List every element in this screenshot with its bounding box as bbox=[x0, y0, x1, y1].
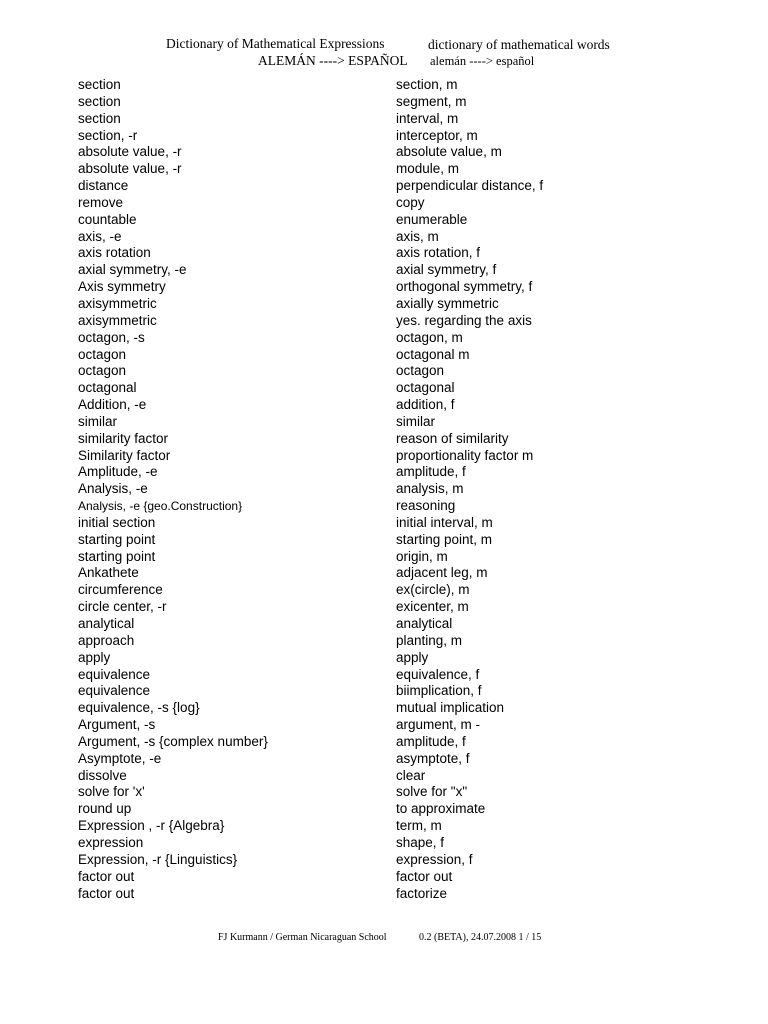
spanish-term: yes. regarding the axis bbox=[396, 312, 532, 328]
dictionary-row bbox=[0, 481, 768, 498]
dictionary-row bbox=[0, 599, 768, 616]
german-term: factor out bbox=[78, 868, 135, 884]
dictionary-row bbox=[0, 650, 768, 667]
dictionary-row bbox=[0, 313, 768, 330]
german-term: Amplitude, -e bbox=[78, 464, 158, 480]
spanish-term: axially symmetric bbox=[396, 295, 499, 311]
dictionary-row bbox=[0, 852, 768, 869]
dictionary-row bbox=[0, 448, 768, 465]
dictionary-row bbox=[0, 363, 768, 380]
german-term: equivalence bbox=[78, 666, 151, 682]
dictionary-row bbox=[0, 515, 768, 532]
spanish-term: interceptor, m bbox=[396, 127, 478, 143]
spanish-term: reason of similarity bbox=[396, 430, 509, 446]
german-term: Axis symmetry bbox=[78, 279, 166, 295]
spanish-term: copy bbox=[396, 194, 425, 210]
spanish-term: analytical bbox=[396, 616, 453, 631]
dictionary-row bbox=[0, 279, 768, 296]
dictionary-row bbox=[0, 784, 768, 801]
dictionary-row bbox=[0, 380, 768, 397]
spanish-term: axis rotation, f bbox=[396, 245, 481, 261]
dictionary-row bbox=[0, 633, 768, 650]
dictionary-row bbox=[0, 414, 768, 431]
spanish-term: segment, m bbox=[396, 93, 467, 109]
german-term: octagonal bbox=[78, 380, 137, 396]
header-title-right: dictionary of mathematical words bbox=[428, 37, 610, 52]
german-term: countable bbox=[78, 211, 137, 227]
spanish-term: proportionality factor m bbox=[396, 447, 534, 463]
header-title-left: Dictionary of Mathematical Expressions bbox=[166, 36, 385, 51]
german-term: absolute value, -r bbox=[78, 161, 182, 177]
spanish-term: exicenter, m bbox=[396, 599, 469, 615]
spanish-term: adjacent leg, m bbox=[396, 565, 488, 581]
german-term: similarity factor bbox=[78, 430, 169, 446]
spanish-term: biimplication, f bbox=[396, 683, 482, 699]
german-term: axisymmetric bbox=[78, 295, 157, 311]
dictionary-row bbox=[0, 734, 768, 751]
spanish-term: interval, m bbox=[396, 110, 459, 126]
dictionary-row bbox=[0, 161, 768, 178]
dictionary-row bbox=[0, 801, 768, 818]
spanish-term: expression, f bbox=[396, 851, 473, 867]
german-term: section bbox=[78, 93, 121, 109]
german-term: octagon bbox=[78, 346, 127, 362]
spanish-term: to approximate bbox=[396, 801, 486, 817]
dictionary-row bbox=[0, 700, 768, 717]
dictionary-row bbox=[0, 869, 768, 886]
dictionary-row bbox=[0, 768, 768, 785]
spanish-term: module, m bbox=[396, 161, 460, 177]
german-term: Similarity factor bbox=[78, 447, 171, 463]
dictionary-entries bbox=[0, 77, 768, 902]
german-term: expression bbox=[78, 834, 144, 850]
dictionary-row bbox=[0, 751, 768, 768]
german-term: equivalence, -s {log} bbox=[78, 700, 200, 716]
spanish-term: term, m bbox=[396, 818, 442, 834]
dictionary-row bbox=[0, 667, 768, 684]
dictionary-row bbox=[0, 128, 768, 145]
german-term: Ankathete bbox=[78, 565, 139, 581]
dictionary-row bbox=[0, 683, 768, 700]
german-term: Analysis, -e bbox=[78, 481, 148, 497]
footer-version-page: 0.2 (BETA), 24.07.2008 1 / 15 bbox=[419, 932, 542, 943]
german-term: analytical bbox=[78, 616, 135, 631]
dictionary-row bbox=[0, 178, 768, 195]
spanish-term: argument, m - bbox=[396, 717, 481, 733]
dictionary-row bbox=[0, 565, 768, 582]
german-term: axial symmetry, -e bbox=[78, 262, 187, 278]
dictionary-row bbox=[0, 582, 768, 599]
dictionary-row bbox=[0, 835, 768, 852]
spanish-term: reasoning bbox=[396, 498, 456, 514]
spanish-term: mutual implication bbox=[396, 700, 505, 716]
german-term: octagon, -s bbox=[78, 329, 145, 345]
german-term: starting point bbox=[78, 531, 156, 547]
footer-author: FJ Kurmann / German Nicaraguan School bbox=[218, 932, 387, 943]
german-term: Analysis, -e {geo.Construction} bbox=[78, 499, 243, 514]
dictionary-row bbox=[0, 212, 768, 229]
german-term: axis, -e bbox=[78, 228, 122, 244]
spanish-term: starting point, m bbox=[396, 531, 493, 547]
german-term: apply bbox=[78, 649, 111, 665]
spanish-term: shape, f bbox=[396, 834, 445, 850]
german-term: section bbox=[78, 77, 121, 92]
spanish-term: factor out bbox=[396, 868, 453, 884]
dictionary-row bbox=[0, 111, 768, 128]
dictionary-row bbox=[0, 717, 768, 734]
german-term: round up bbox=[78, 801, 132, 817]
dictionary-row bbox=[0, 818, 768, 835]
german-term: Asymptote, -e bbox=[78, 750, 162, 766]
dictionary-row bbox=[0, 229, 768, 246]
dictionary-row bbox=[0, 195, 768, 212]
spanish-term: initial interval, m bbox=[396, 514, 493, 530]
dictionary-row bbox=[0, 464, 768, 481]
german-term: axis rotation bbox=[78, 245, 151, 261]
german-term: similar bbox=[78, 413, 117, 429]
header-direction-left: ALEMÁN ----> ESPAÑOL bbox=[258, 53, 408, 68]
spanish-term: equivalence, f bbox=[396, 666, 480, 682]
dictionary-row bbox=[0, 245, 768, 262]
spanish-term: octagon bbox=[396, 363, 445, 379]
dictionary-row bbox=[0, 431, 768, 448]
spanish-term: solve for "x" bbox=[396, 784, 468, 800]
spanish-term: origin, m bbox=[396, 548, 448, 564]
german-term: distance bbox=[78, 178, 129, 194]
spanish-term: axial symmetry, f bbox=[396, 262, 497, 278]
dictionary-row bbox=[0, 397, 768, 414]
dictionary-row bbox=[0, 94, 768, 111]
dictionary-row bbox=[0, 549, 768, 566]
spanish-term: apply bbox=[396, 649, 429, 665]
dictionary-row bbox=[0, 77, 768, 94]
dictionary-row bbox=[0, 262, 768, 279]
spanish-term: section, m bbox=[396, 77, 458, 92]
spanish-term: factorize bbox=[396, 885, 448, 901]
spanish-term: analysis, m bbox=[396, 481, 464, 497]
german-term: Expression, -r {Linguistics} bbox=[78, 851, 238, 867]
german-term: section, -r bbox=[78, 127, 138, 143]
header-direction-right: alemán ----> español bbox=[430, 54, 535, 68]
german-term: solve for 'x' bbox=[78, 784, 145, 800]
spanish-term: perpendicular distance, f bbox=[396, 178, 544, 194]
spanish-term: planting, m bbox=[396, 632, 463, 648]
german-term: dissolve bbox=[78, 767, 127, 783]
spanish-term: octagon, m bbox=[396, 329, 463, 345]
spanish-term: asymptote, f bbox=[396, 750, 470, 766]
german-term: octagon bbox=[78, 363, 127, 379]
german-term: Argument, -s bbox=[78, 717, 156, 733]
dictionary-row bbox=[0, 347, 768, 364]
german-term: axisymmetric bbox=[78, 312, 157, 328]
spanish-term: enumerable bbox=[396, 211, 468, 227]
dictionary-row bbox=[0, 296, 768, 313]
spanish-term: orthogonal symmetry, f bbox=[396, 279, 533, 295]
spanish-term: clear bbox=[396, 767, 426, 783]
german-term: Argument, -s {complex number} bbox=[78, 733, 268, 749]
german-term: Expression , -r {Algebra} bbox=[78, 818, 225, 834]
dictionary-row bbox=[0, 144, 768, 161]
spanish-term: absolute value, m bbox=[396, 144, 502, 160]
german-term: Addition, -e bbox=[78, 397, 147, 413]
dictionary-row bbox=[0, 616, 768, 633]
spanish-term: addition, f bbox=[396, 397, 455, 413]
spanish-term: amplitude, f bbox=[396, 464, 466, 480]
dictionary-row bbox=[0, 498, 768, 515]
spanish-term: octagonal bbox=[396, 380, 455, 396]
german-term: initial section bbox=[78, 514, 156, 530]
dictionary-row bbox=[0, 532, 768, 549]
dictionary-row bbox=[0, 886, 768, 903]
spanish-term: similar bbox=[396, 413, 435, 429]
german-term: starting point bbox=[78, 548, 156, 564]
german-term: approach bbox=[78, 632, 135, 648]
german-term: factor out bbox=[78, 885, 135, 901]
german-term: circle center, -r bbox=[78, 599, 167, 615]
spanish-term: axis, m bbox=[396, 228, 439, 244]
german-term: circumference bbox=[78, 582, 163, 598]
german-term: absolute value, -r bbox=[78, 144, 182, 160]
spanish-term: amplitude, f bbox=[396, 733, 466, 749]
german-term: remove bbox=[78, 194, 124, 210]
german-term: equivalence bbox=[78, 683, 151, 699]
spanish-term: octagonal m bbox=[396, 346, 470, 362]
dictionary-row bbox=[0, 330, 768, 347]
german-term: section bbox=[78, 110, 121, 126]
spanish-term: ex(circle), m bbox=[396, 582, 470, 598]
